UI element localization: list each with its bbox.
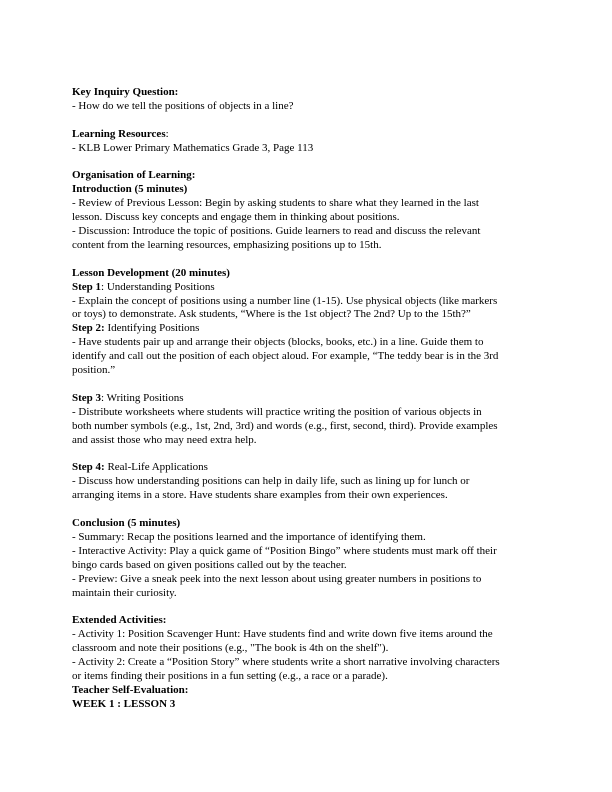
conclusion-line: - Interactive Activity: Play a quick game of “Position Bingo” where students must mark off their (72, 544, 497, 557)
document-page (72, 86, 542, 712)
step3-line: - Distribute worksheets where students will practice writing the position of various objects in (72, 405, 482, 418)
extended-activity-line: or items finding their positions in a fun setting (e.g., a race or a parade). (72, 669, 388, 682)
step3-heading: Step 3: Writing Positions (72, 391, 184, 404)
organisation-heading: Organisation of Learning: (72, 169, 196, 182)
introduction-line: content from the learning resources, emphasizing positions up to 15th. (72, 238, 382, 251)
conclusion-heading: Conclusion (5 minutes) (72, 517, 181, 529)
conclusion-line: - Preview: Give a sneak peek into the next lesson about using greater numbers in positions to (72, 572, 482, 585)
step1-line: - Explain the concept of positions using a number line (1-15). Use physical objects (like markers (72, 294, 498, 307)
step4-line: arranging items in a store. Have students share examples from their own experiences. (72, 489, 448, 502)
step2-line: - Have students pair up and arrange their objects (blocks, books, etc.) in a line. Guide them to (72, 336, 484, 349)
key-inquiry-question: - How do we tell the positions of objects in a line? (72, 99, 294, 112)
step2-heading: Step 2: Identifying Positions (72, 322, 200, 335)
learning-resources-heading: Learning Resources (72, 127, 166, 140)
conclusion-line: - Summary: Recap the positions learned and the importance of identifying them. (72, 530, 426, 543)
teacher-self-evaluation-heading: Teacher Self-Evaluation: (72, 683, 189, 696)
introduction-line: - Review of Previous Lesson: Begin by asking students to share what they learned in the last (72, 197, 479, 210)
learning-resource-item: - KLB Lower Primary Mathematics Grade 3, Page 113 (72, 141, 314, 154)
step4-heading: Step 4: Real-Life Applications (72, 461, 208, 474)
introduction-line: - Discussion: Introduce the topic of positions. Guide learners to read and discuss the relevant (72, 225, 481, 238)
next-lesson-heading: WEEK 1 : LESSON 3 (72, 697, 176, 710)
extended-activity-line: - Activity 1: Position Scavenger Hunt: Have students find and write down five items around the (72, 628, 493, 641)
step2-line: identify and call out the position of each object aloud. For example, “The teddy bear is in the 3rd (72, 350, 499, 363)
step3-line: and assist those who may need extra help. (72, 433, 257, 446)
step1-heading: Step 1: Understanding Positions (72, 280, 215, 293)
extended-activity-line: classroom and note their positions (e.g., "The book is 4th on the shelf"). (72, 642, 389, 655)
learning-resources-heading-line: Learning Resources: (72, 127, 169, 140)
extended-activities-heading: Extended Activities: (72, 614, 167, 627)
introduction-line: lesson. Discuss key concepts and engage them in thinking about positions. (72, 211, 400, 224)
key-inquiry-heading: Key Inquiry Question: (72, 86, 179, 98)
conclusion-line: maintain their curiosity. (72, 586, 177, 599)
introduction-heading: Introduction (5 minutes) (72, 183, 188, 196)
extended-activity-line: - Activity 2: Create a “Position Story” where students write a short narrative involving characters (72, 656, 500, 669)
step4-line: - Discuss how understanding positions can help in daily life, such as lining up for lunch or (72, 475, 470, 488)
lesson-development-heading: Lesson Development (20 minutes) (72, 266, 230, 279)
step3-line: both number symbols (e.g., 1st, 2nd, 3rd) and words (e.g., first, second, third). Provide examples (72, 419, 498, 432)
step2-line: position.” (72, 364, 116, 377)
conclusion-line: bingo cards based on given positions called out by the teacher. (72, 558, 347, 571)
step1-line: or toys) to demonstrate. Ask students, “Where is the 1st object? The 2nd? Up to the 15th?” (72, 308, 471, 321)
